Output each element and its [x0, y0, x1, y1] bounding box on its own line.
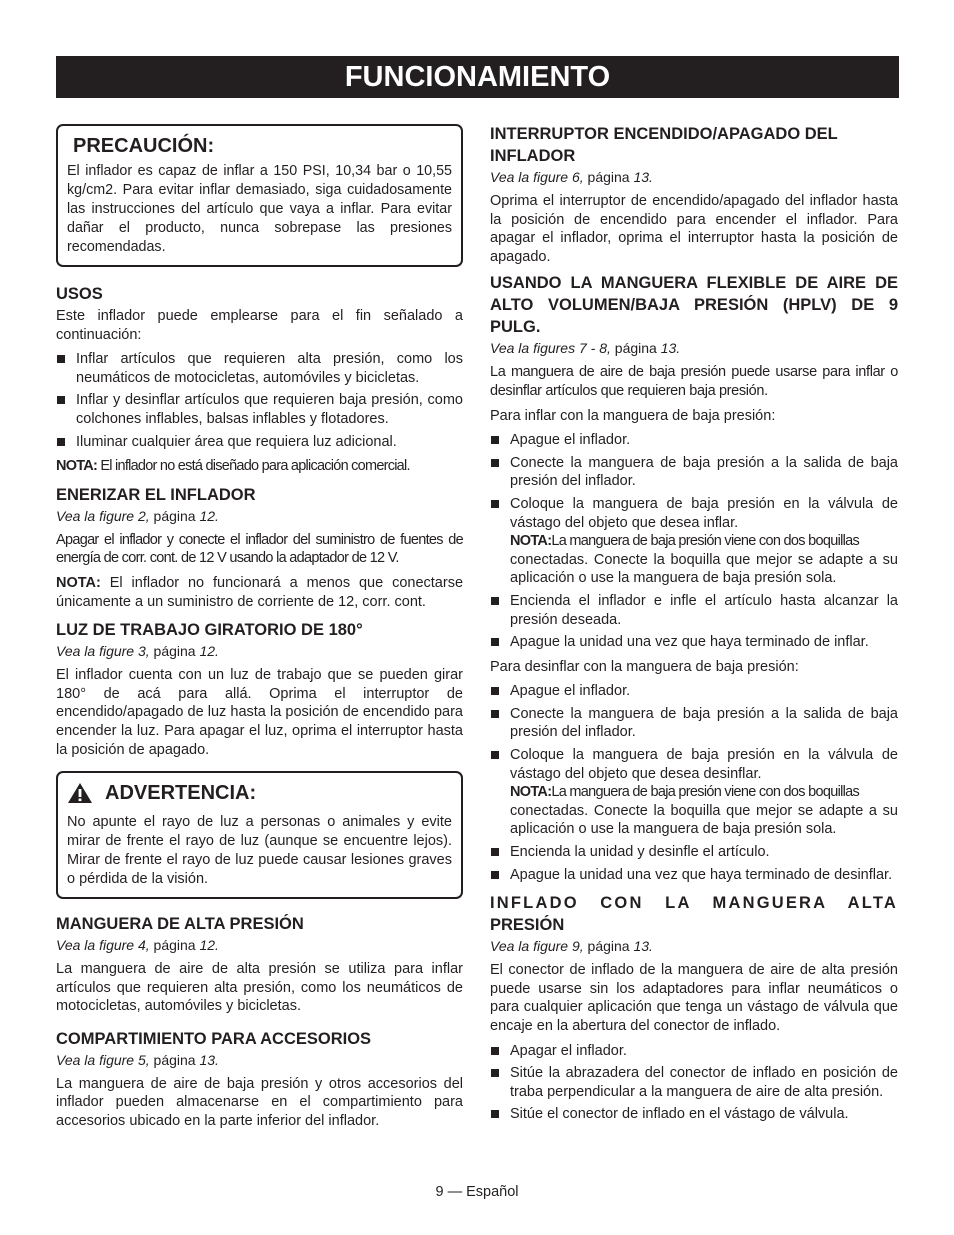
- compartimiento-heading: COMPARTIMIENTO PARA ACCESORIOS: [56, 1029, 372, 1048]
- square-bullet-icon: [491, 459, 499, 467]
- figure-reference: Vea la figure 4, página 12.: [56, 937, 219, 954]
- square-bullet-icon: [491, 597, 499, 605]
- energizar-heading: ENERIZAR EL INFLADOR: [56, 485, 256, 504]
- note-rest: conectadas. Conecte la boquilla que mejor se adapte a su aplicación o use la manguera de baja presión sola.: [510, 802, 898, 838]
- square-bullet-icon: [491, 710, 499, 718]
- hplv-deflate-intro: Para desinflar con la manguera de baja presión:: [490, 658, 799, 675]
- note-label: NOTA:: [56, 458, 98, 475]
- square-bullet-icon: [491, 1110, 499, 1118]
- inflado-alta-text: El conector de inflado de la manguera de aire de alta presión puede usarse sin los adaptadores para inflar neumáticos o para cualquier aplicación que tenga un vástago de válvula que encaje en la abertura del conector de inflado.: [490, 962, 898, 1034]
- manguera-alta-section: [56, 913, 463, 1016]
- square-bullet-icon: [491, 436, 499, 444]
- luz-heading: LUZ DE TRABAJO GIRATORIO DE 180°: [56, 621, 363, 640]
- manguera-alta-text: La manguera de aire de alta presión se utiliza para inflar artículos que requieren alta presión, como los neumáticos de motocicletas, automóviles y bicicletas.: [56, 961, 463, 1015]
- list-item: Encienda la unidad y desinfle el artículo.: [490, 843, 898, 862]
- figure-reference: Vea la figure 6, página 13.: [490, 169, 653, 185]
- square-bullet-icon: [491, 687, 499, 695]
- list-item: Coloque la manguera de baja presión en la válvula de vástago del objeto que desea inflar. NOTA:La manguera de baja presión viene con dos boquillas conectadas. Conecte la boquilla que mejor se adapte a su aplicación o use la manguera de baja presión sola.: [490, 495, 898, 588]
- interruptor-heading: INTERRUPTOR ENCENDIDO/APAGADO DEL INFLADOR: [490, 125, 838, 165]
- list-item: Apague el inflador.: [490, 682, 898, 701]
- luz-text: El inflador cuenta con un luz de trabajo que se pueden girar 180° de acá para allá. Oprima el interruptor de encendido/apagado de luz hasta la posición de encendido para encender la luz. Para apagar el luz, oprima el interruptor hasta la posición de apagado.: [56, 667, 463, 758]
- square-bullet-icon: [491, 871, 499, 879]
- usos-list: [56, 350, 463, 451]
- warning-text: No apunte el rayo de luz a personas o animales y evite mirar de frente el rayo de luz (aunque se encuentre lejos). Mirar de frente el rayo de luz puede causar lesiones graves o pérdida de la visión.: [67, 814, 452, 888]
- caution-box: [56, 124, 463, 267]
- usos-intro: Este inflador puede emplearse para el fin señalado a continuación:: [56, 308, 463, 343]
- warning-title: ADVERTENCIA:: [105, 782, 257, 805]
- list-item: Apague el inflador.: [490, 431, 898, 450]
- square-bullet-icon: [491, 638, 499, 646]
- hplv-inflate-list: [490, 431, 898, 652]
- figure-reference: Vea la figure 3, página 12.: [56, 643, 219, 660]
- inflado-alta-section: [490, 892, 898, 1124]
- list-item: Apagar el inflador.: [490, 1042, 898, 1061]
- list-item: Conecte la manguera de baja presión a la salida de baja presión del inflador.: [490, 705, 898, 742]
- page-title: FUNCIONAMIENTO: [56, 56, 899, 98]
- figure-reference: Vea la figure 2, página 12.: [56, 507, 219, 524]
- square-bullet-icon: [491, 1047, 499, 1055]
- warning-triangle-icon: [67, 782, 93, 804]
- energizar-section: [56, 484, 463, 611]
- manguera-alta-heading: MANGUERA DE ALTA PRESIÓN: [56, 915, 304, 934]
- list-item: Inflar artículos que requieren alta presión, como los neumáticos de motocicletas, automóviles y bicicletas.: [56, 350, 463, 387]
- hplv-section: [490, 272, 898, 884]
- list-item: Inflar y desinflar artículos que requieren baja presión, como colchones inflables, balsas inflables y flotadores.: [56, 391, 463, 428]
- square-bullet-icon: [57, 438, 65, 446]
- note-first-line: NOTA:La manguera de baja presión viene con dos boquillas: [510, 784, 860, 801]
- warning-box: [56, 771, 463, 899]
- note-first-line: NOTA:La manguera de baja presión viene con dos boquillas: [510, 533, 860, 550]
- luz-section: [56, 619, 463, 759]
- left-column: [56, 124, 463, 1137]
- inflado-alta-list: [490, 1042, 898, 1124]
- list-item: Iluminar cualquier área que requiera luz adicional.: [56, 433, 463, 452]
- figure-reference: Vea la figure 9, página 13.: [490, 938, 653, 955]
- list-item: Apague la unidad una vez que haya terminado de inflar.: [490, 633, 898, 652]
- usos-note: NOTA: El inflador no está diseñado para aplicación comercial.: [56, 458, 410, 475]
- hplv-inflate-intro: Para inflar con la manguera de baja presión:: [490, 407, 776, 424]
- caution-text: El inflador es capaz de inflar a 150 PSI, 10,34 bar o 10,55 kg/cm2. Para evitar inflar demasiado, siga cuidadosamente las instrucciones del artículo que vaya a inflar. Para evitar dañar el producto, nunca sobrepase las presiones recomendadas.: [67, 163, 452, 255]
- list-item: Conecte la manguera de baja presión a la salida de baja presión del inflador.: [490, 454, 898, 491]
- compartimiento-text: La manguera de aire de baja presión y otros accesorios del inflador pueden almacenarse en el compartimiento para accesorios ubicado en la parte inferior del inflador.: [56, 1075, 463, 1130]
- square-bullet-icon: [491, 1069, 499, 1077]
- hplv-heading: USANDO LA MANGUERA FLEXIBLE DE AIRE DE ALTO VOLUMEN/BAJA PRESIÓN (HPLV) DE 9 PULG.: [490, 274, 898, 337]
- caution-title: PRECAUCIÓN:: [73, 135, 215, 157]
- square-bullet-icon: [57, 396, 65, 404]
- square-bullet-icon: [491, 500, 499, 508]
- list-item: Coloque la manguera de baja presión en la válvula de vástago del objeto que desea desinflar. NOTA:La manguera de baja presión viene con dos boquillas conectadas. Conecte la boquilla que mejor se adapte a su aplicación o use la manguera de baja presión sola.: [490, 746, 898, 839]
- hplv-deflate-list: [490, 682, 898, 884]
- compartimiento-section: [56, 1028, 463, 1131]
- list-item: Encienda el inflador e infle el artículo hasta alcanzar la presión deseada.: [490, 592, 898, 629]
- interruptor-text: Oprima el interruptor de encendido/apagado del inflador hasta la posición de encendido para encender el inflador. Para apagar el inflador, oprima el interruptor hasta la posición de apagado.: [490, 193, 898, 265]
- list-item: Sitúe la abrazadera del conector de inflado en posición de traba perpendicular a la manguera de aire de alta presión.: [490, 1064, 898, 1101]
- list-item: Sitúe el conector de inflado en el vástago de válvula.: [490, 1105, 898, 1124]
- inflado-alta-heading: INFLADO CON LA MANGUERA ALTA PRESIÓN: [490, 894, 898, 935]
- hplv-text: La manguera de aire de baja presión puede usarse para inflar o desinflar artículos que requieren baja presión.: [490, 364, 898, 399]
- energizar-text: Apagar el inflador y conecte el inflador del suministro de fuentes de energía de corr. cont. de 12 V usando la adaptador de 12 V.: [56, 531, 463, 567]
- usos-heading: USOS: [56, 285, 103, 303]
- square-bullet-icon: [491, 848, 499, 856]
- square-bullet-icon: [491, 751, 499, 759]
- usos-section: [56, 283, 463, 476]
- note-label: NOTA:: [56, 574, 101, 591]
- figure-reference: Vea la figures 7 - 8, página 13.: [490, 340, 681, 357]
- note-rest: conectadas. Conecte la boquilla que mejor se adapte a su aplicación o use la manguera de baja presión sola.: [510, 551, 898, 587]
- square-bullet-icon: [57, 355, 65, 363]
- energizar-note: NOTA: El inflador no funcionará a menos que conectarse únicamente a un suministro de corriente de 12, corr. cont.: [56, 574, 464, 610]
- right-column: [490, 123, 898, 1130]
- page-footer: 9 — Español: [435, 1184, 519, 1200]
- warning-title-row: [67, 781, 452, 805]
- interruptor-section: [490, 123, 898, 266]
- list-item: Apague la unidad una vez que haya terminado de desinflar.: [490, 866, 898, 885]
- figure-reference: Vea la figure 5, página 13.: [56, 1051, 219, 1068]
